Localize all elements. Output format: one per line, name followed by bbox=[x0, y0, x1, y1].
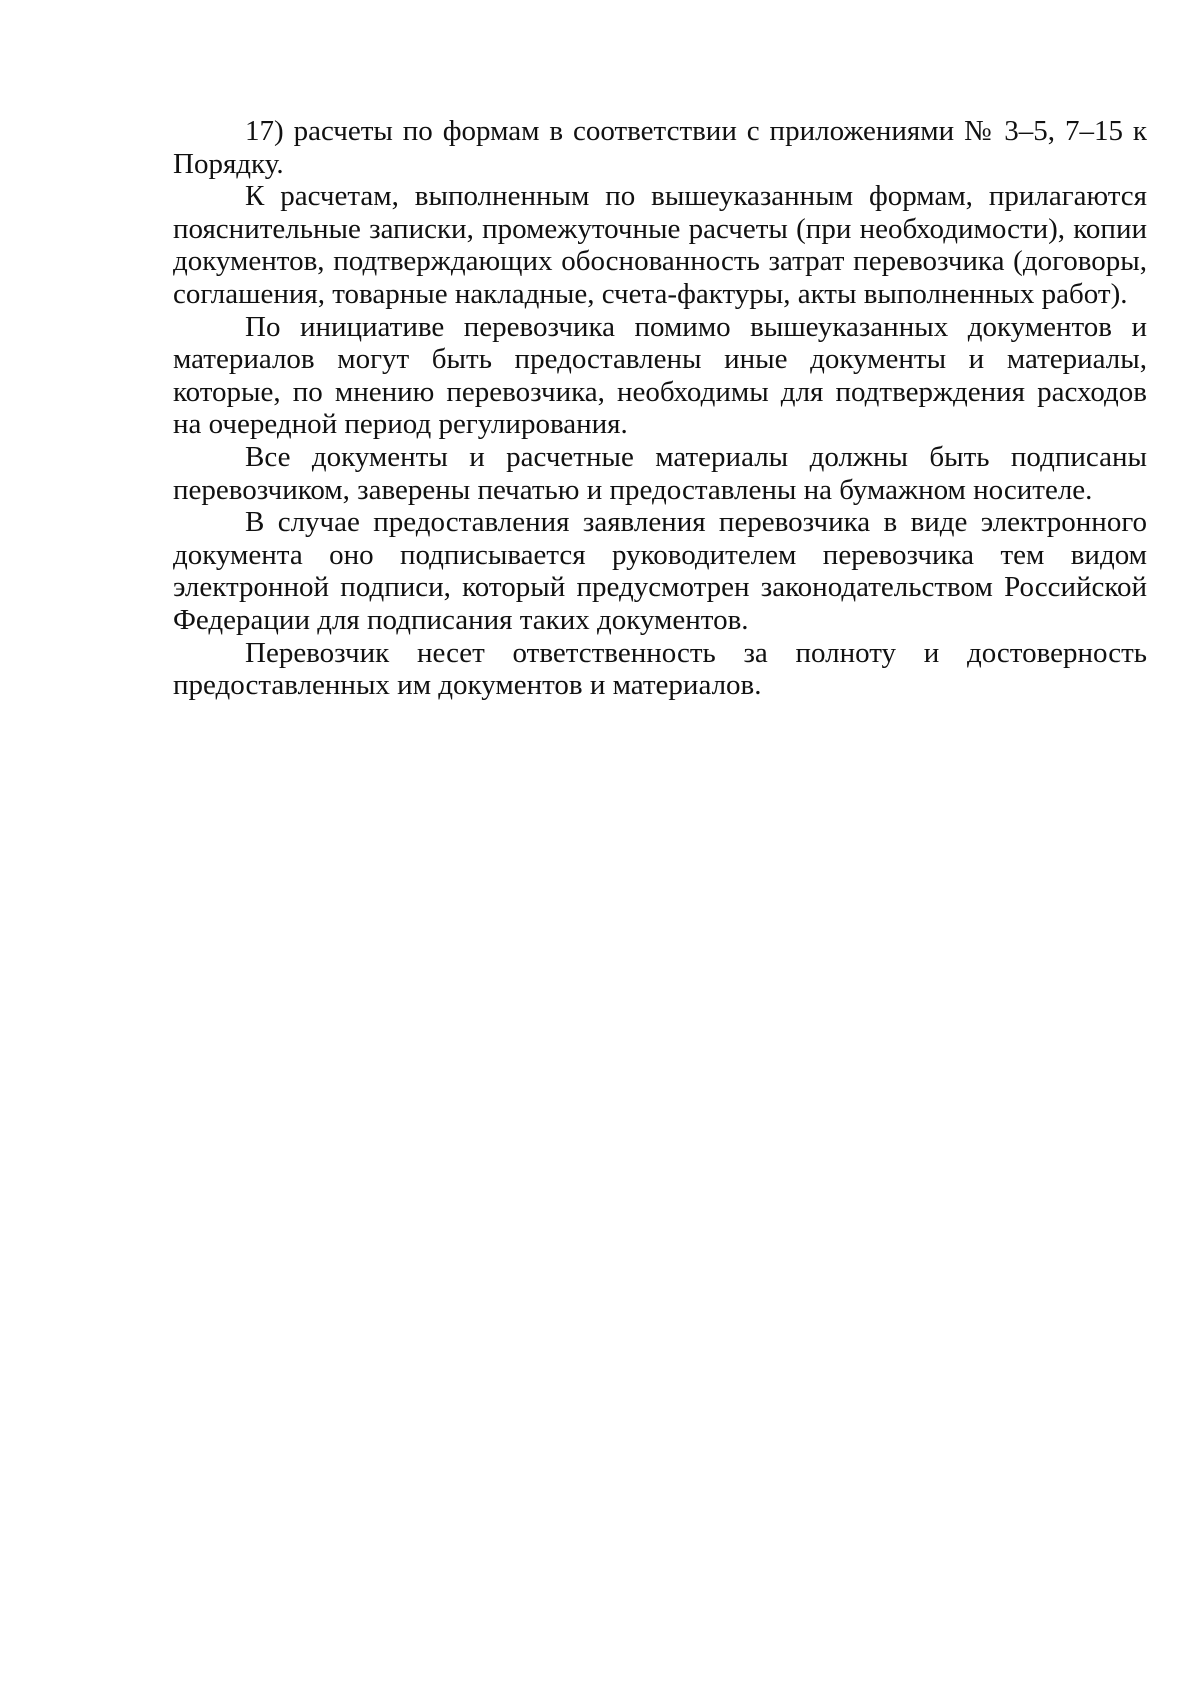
paragraph-signing: Все документы и расчетные материалы должны быть подписаны перевозчиком, заверены печатью и предоставлены на бумажном носителе. bbox=[173, 440, 1147, 506]
document-body bbox=[173, 115, 1147, 702]
paragraph-initiative: По инициативе перевозчика помимо вышеуказанных документов и материалов могут быть предоставлены иные документы и материалы, которые, по мнению перевозчика, необходимы для подтверждения расходов на очередной период регулирования. bbox=[173, 310, 1147, 441]
paragraph-item-17: 17) расчеты по формам в соответствии с приложениями № 3–5, 7–15 к Порядку. bbox=[173, 115, 1147, 180]
paragraph-electronic: В случае предоставления заявления перевозчика в виде электронного документа оно подписывается руководителем перевозчика тем видом электронной подписи, который предусмотрен законодательством Российской Федерации для подписания таких документов. bbox=[173, 506, 1147, 636]
paragraph-attachments: К расчетам, выполненным по вышеуказанным формам, прилагаются пояснительные записки, промежуточные расчеты (при необходимости), копии документов, подтверждающих обоснованность затрат перевозчика (договоры, соглашения, товарные накладные, счета-фактуры, акты выполненных работ). bbox=[173, 180, 1147, 310]
paragraph-responsibility: Перевозчик несет ответственность за полноту и достоверность предоставленных им документов и материалов. bbox=[173, 636, 1147, 702]
